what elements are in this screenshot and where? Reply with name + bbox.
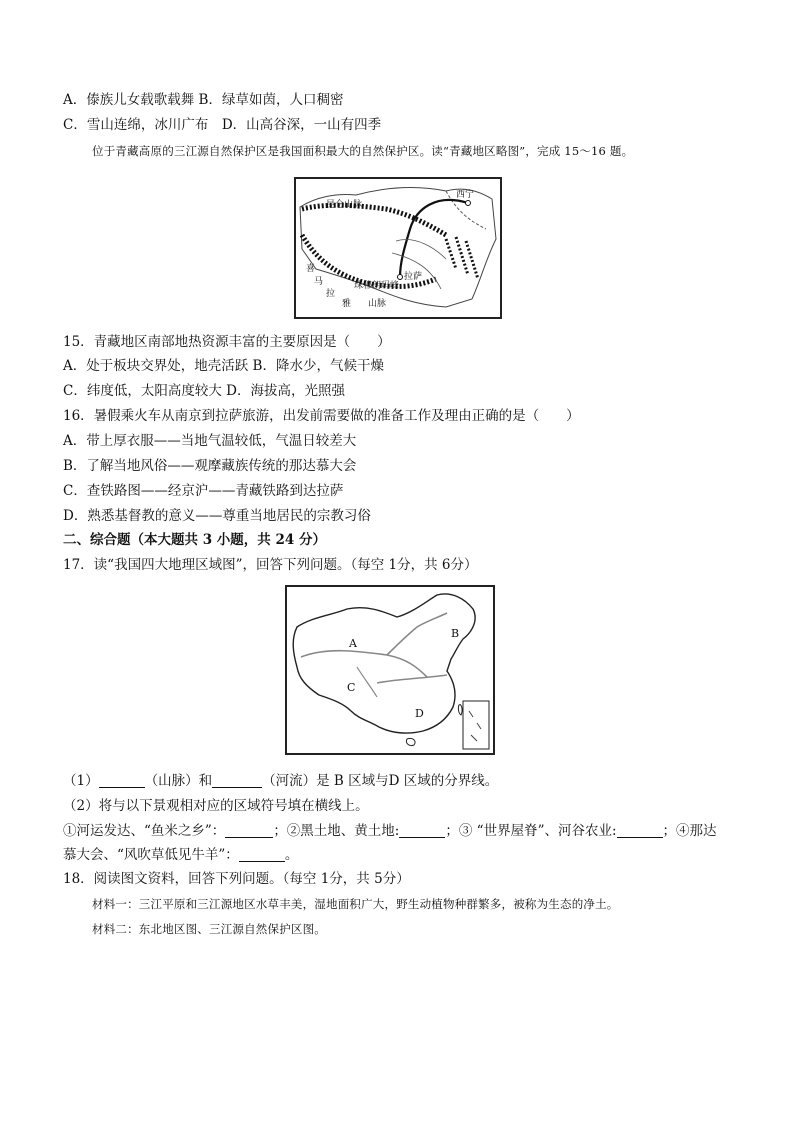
q15-options-cd: C．纬度低，太阳高度较大 D．海拔高，光照强 xyxy=(63,383,345,399)
q17-part2-stem: （2）将与以下景观相对应的区域符号填在横线上。 xyxy=(63,798,369,814)
q17-item4-cont: 慕大会、“风吹草低见牛羊”： xyxy=(63,847,239,863)
q17-p1-middle: （山脉）和 xyxy=(144,773,213,789)
answer-blank-1[interactable] xyxy=(225,823,273,838)
q17-part1 xyxy=(63,772,498,790)
q14-options-ab: A．傣族儿女载歌载舞 B．绿草如茵，人口稠密 xyxy=(63,92,344,108)
region-label-c: C xyxy=(347,681,356,694)
answer-blank-4[interactable] xyxy=(239,847,285,862)
region-label-b: B xyxy=(451,627,460,640)
intro-15-16: 位于青藏高原的三江源自然保护区是我国面积最大的自然保护区。读“青藏地区略图”，完成 15～16 题。 xyxy=(92,144,634,158)
qingzang-region-map xyxy=(294,177,502,319)
q18-material-2: 材料二：东北地区图、三江源自然保护区图。 xyxy=(92,922,326,936)
label-xi: 喜 xyxy=(306,264,316,274)
q14-options-cd: C．雪山连绵，冰川广布 D．山高谷深，一山有四季 xyxy=(63,117,382,133)
label-shanmai: 山脉 xyxy=(368,299,387,309)
q16-option-d: D．熟悉基督教的意义——尊重当地居民的宗教习俗 xyxy=(63,508,371,524)
q16-option-c: C．查铁路图——经京沪——青藏铁路到达拉萨 xyxy=(63,483,344,499)
answer-blank-3[interactable] xyxy=(617,823,663,838)
q17-item2: ；②黑土地、黄土地: xyxy=(273,823,400,839)
label-zhumulangma: 珠穆朗玛峰 xyxy=(354,281,400,291)
q17-item1: ①河运发达、“鱼米之乡”： xyxy=(63,823,226,839)
label-ya: 雅 xyxy=(342,299,352,309)
region-label-a: A xyxy=(349,637,357,650)
q17-part2-line2 xyxy=(63,846,298,864)
q16-option-a: A．带上厚衣服——当地气温较低，气温日较差大 xyxy=(63,433,357,449)
q18-stem: 18．阅读图文资料，回答下列问题。（每空 1分，共 5分） xyxy=(63,871,410,887)
q15-stem: 15．青藏地区南部地热资源丰富的主要原因是（ ） xyxy=(63,334,391,350)
label-ma: 马 xyxy=(314,277,324,287)
label-la: 拉 xyxy=(326,289,336,299)
qingzang-map-graphic xyxy=(296,179,500,317)
q17-item3: ；③ “世界屋脊”、河谷农业: xyxy=(445,823,617,839)
q16-option-b: B．了解当地风俗——观摩藏族传统的那达慕大会 xyxy=(63,458,357,474)
region-label-d: D xyxy=(415,707,424,720)
answer-blank-2[interactable] xyxy=(399,823,445,838)
answer-blank-river[interactable] xyxy=(212,773,262,788)
q17-item4-end: 。 xyxy=(284,847,299,863)
q15-options-ab: A．处于板块交界处，地壳活跃 B．降水少，气候干燥 xyxy=(63,358,384,374)
section2-title: 二、综合题（本大题共 3 小题，共 24 分） xyxy=(63,532,326,548)
china-map-graphic xyxy=(287,587,493,753)
label-lasa: 拉萨 xyxy=(404,272,423,282)
q16-stem: 16．暑假乘火车从南京到拉萨旅游，出发前需要做的准备工作及理由正确的是（ ） xyxy=(63,408,580,424)
q17-stem: 17．读“我国四大地理区域图”，回答下列问题。（每空 1分，共 6分） xyxy=(63,557,478,573)
answer-blank-mountain[interactable] xyxy=(99,773,145,788)
label-kunlun: 昆仑山脉 xyxy=(326,200,363,210)
q17-p1-suffix: （河流）是 B 区域与D 区域的分界线。 xyxy=(262,773,499,789)
q18-material-1: 材料一：三江平原和三江源地区水草丰美，湿地面积广大，野生动植物种群繁多，被称为生态的净土。 xyxy=(92,897,619,911)
q17-item4: ；④那达 xyxy=(662,823,717,839)
q17-p1-prefix: （1） xyxy=(63,773,99,789)
china-regions-map xyxy=(285,585,495,755)
q17-part2-line1 xyxy=(63,822,717,840)
label-xining: 西宁 xyxy=(456,190,475,200)
